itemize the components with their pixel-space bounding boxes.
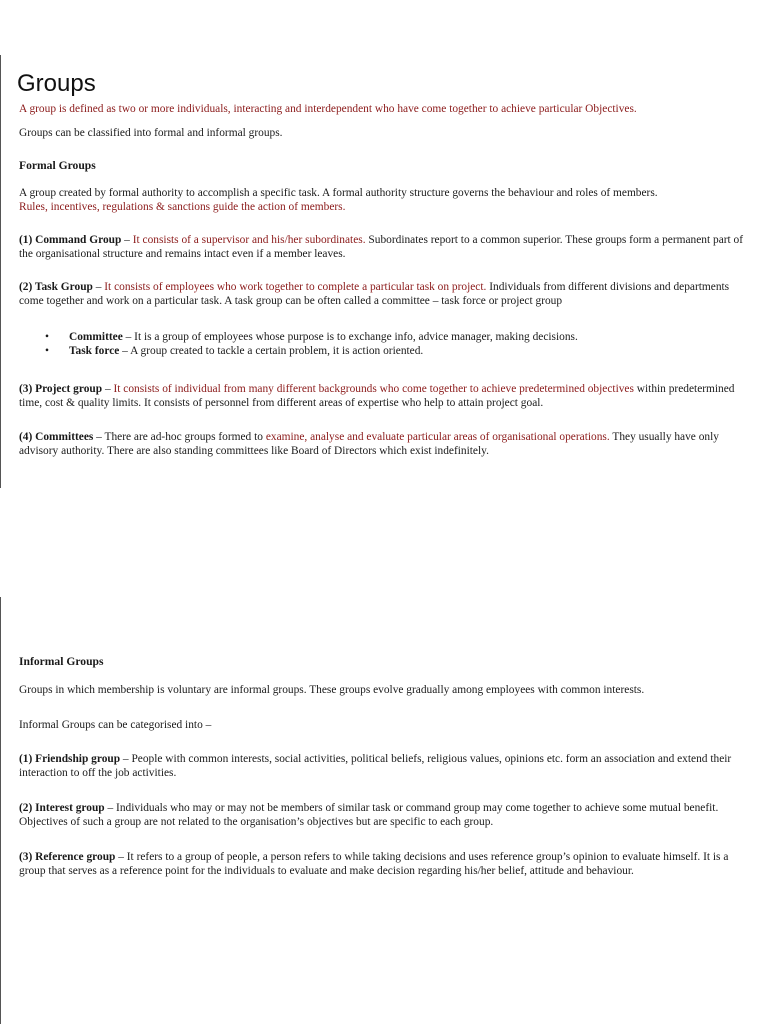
command-group-rest: Subordinates report to a common superior. These groups form a permanent part of the organisational structure and remains intact even if a member leaves. <box>19 234 744 260</box>
page-title: Groups <box>17 70 96 97</box>
bullet-text: – It is a group of employees whose purpose is to exchange info, advice manager, making decisions. <box>122 331 578 343</box>
friendship-group-label: (1) Friendship group <box>19 753 121 765</box>
project-group-rest: within predetermined time, cost & quality limits. It consists of personnel from different areas of expertise who help to attain project goal. <box>19 383 735 409</box>
formal-groups-description <box>19 186 754 214</box>
bullet-label: Committee <box>69 331 123 343</box>
interest-group-text: – Individuals who may or may not be members of similar task or command group may come together to achieve some mutual benefit. Objectives of such a group are not related to the organisation’s objectives but are specific to each group. <box>19 802 719 828</box>
page-gap <box>0 488 768 597</box>
committees-paragraph <box>19 430 754 458</box>
project-group-red: It consists of individual from many different backgrounds who come together to achieve predetermined objectives <box>113 383 634 395</box>
formal-groups-heading: Formal Groups <box>19 159 96 172</box>
formal-desc-rules: Rules, incentives, regulations & sanctions guide the action of members. <box>19 201 346 213</box>
document-page-1 <box>0 55 768 488</box>
bullet-label: Task force <box>69 345 120 357</box>
reference-group-label: (3) Reference group <box>19 851 116 863</box>
group-definition: A group is defined as two or more individuals, interacting and interdependent who have come together to achieve particular Objectives. <box>19 103 637 115</box>
task-group-red: It consists of employees who work together to complete a particular task on project. <box>104 281 487 293</box>
project-dash: – <box>102 383 114 395</box>
categorised-text: Informal Groups can be categorised into – <box>19 719 212 731</box>
list-item <box>29 330 578 344</box>
project-group-paragraph <box>19 382 754 410</box>
committees-pre: – There are ad-hoc groups formed to <box>93 431 266 443</box>
interest-group-label: (2) Interest group <box>19 802 105 814</box>
committees-label: (4) Committees <box>19 431 94 443</box>
command-group-label: (1) Command Group <box>19 234 122 246</box>
interest-group-paragraph <box>19 801 754 829</box>
committees-red: examine, analyse and evaluate particular areas of organisational operations. <box>265 431 610 443</box>
task-group-paragraph <box>19 280 754 308</box>
formal-desc-text: A group created by formal authority to accomplish a specific task. A formal authority structure governs the behaviour and roles of members. <box>19 187 658 199</box>
document-page-2 <box>0 597 768 1024</box>
bullet-text: – A group created to tackle a certain problem, it is action oriented. <box>119 345 424 357</box>
friendship-group-text: – People with common interests, social activities, political beliefs, religious values, opinions etc. form an association and extend their interaction to off the job activities. <box>19 753 732 779</box>
informal-groups-heading: Informal Groups <box>19 655 104 668</box>
informal-groups-description: Groups in which membership is voluntary are informal groups. These groups evolve gradually among employees with common interests. <box>19 684 645 696</box>
committees-rest: They usually have only advisory authority. There are also standing committees like Board of Directors which exist indefinitely. <box>19 431 719 457</box>
task-group-label: (2) Task Group <box>19 281 93 293</box>
command-group-red: It consists of a supervisor and his/her subordinates. <box>132 234 366 246</box>
project-group-label: (3) Project group <box>19 383 103 395</box>
task-dash: – <box>92 281 105 293</box>
classification-text: Groups can be classified into formal and informal groups. <box>19 127 283 139</box>
reference-group-text: – It refers to a group of people, a person refers to while taking decisions and uses reference group’s opinion to evaluate himself. It is a group that serves as a reference point for the individuals to evaluate and make decision regarding his/her belief, attitude and behaviour. <box>19 851 729 877</box>
list-item <box>29 344 578 358</box>
task-group-rest: Individuals from different divisions and departments come together and work on a particular task. A task group can be often called a committee – task force or project group <box>19 281 730 307</box>
reference-group-paragraph <box>19 850 754 878</box>
task-group-bullets <box>29 330 578 358</box>
command-group-paragraph <box>19 233 754 261</box>
friendship-group-paragraph <box>19 752 754 780</box>
command-dash: – <box>121 234 133 246</box>
